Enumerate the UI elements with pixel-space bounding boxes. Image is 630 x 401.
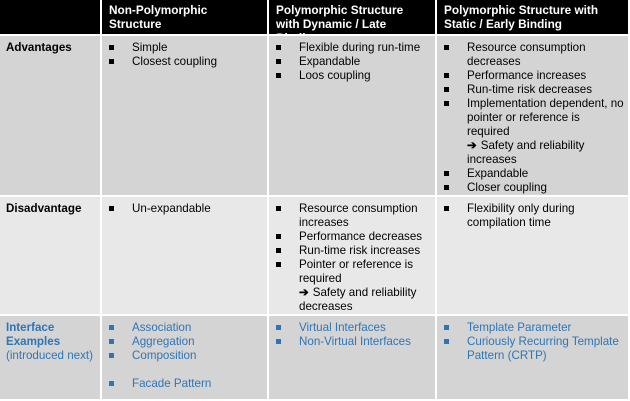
list-item: Virtual Interfaces <box>275 321 431 335</box>
list-item: Closer coupling <box>443 181 624 195</box>
arrow-right-icon: ➔ <box>467 139 477 152</box>
list-item: Un-expandable <box>108 202 263 216</box>
list-item: Flexibility only during compilation time <box>443 202 624 230</box>
list-item: Non-Virtual Interfaces <box>275 335 431 349</box>
row-label-interface-examples <box>0 316 102 401</box>
disadvantage-dynamic <box>269 197 437 316</box>
row-label-interface-sublabel: (introduced next) <box>6 349 93 362</box>
interface-static <box>437 316 630 401</box>
row-label-interface-title: Interface Examples <box>6 321 61 348</box>
list-item: Performance decreases <box>275 230 431 244</box>
list-item: Resource consumption decreases <box>443 41 624 69</box>
list-item: Aggregation <box>108 335 263 349</box>
header-corner <box>0 0 102 36</box>
interface-dynamic <box>269 316 437 401</box>
list-subitem-text: Safety and reliability increases <box>467 139 585 166</box>
list-item: Template Parameter <box>443 321 624 335</box>
list-item: Closest coupling <box>108 55 263 69</box>
header-dynamic-binding: Polymorphic Structure with Dynamic / Late <box>269 0 437 36</box>
interface-non-polymorphic <box>102 316 269 401</box>
arrow-right-icon: ➔ <box>299 286 309 299</box>
list-item: Composition <box>108 349 263 363</box>
list-item: Run-time risk increases <box>275 244 431 258</box>
list-item: Loos coupling <box>275 69 431 83</box>
list-item: Implementation dependent, no pointer or reference is required <box>443 97 624 139</box>
advantages-non-polymorphic <box>102 36 269 197</box>
list-item: Expandable <box>443 167 624 181</box>
advantages-static <box>437 36 630 197</box>
list-item: Run-time risk decreases <box>443 83 624 97</box>
list-subitem-text: Safety and reliability decreases <box>299 286 417 313</box>
advantages-dynamic <box>269 36 437 197</box>
list-subitem <box>275 286 431 314</box>
list-item: Curiously Recurring Template Pattern (CRTP) <box>443 335 624 363</box>
header-static-binding: Polymorphic Structure with Static / Early Binding <box>437 0 630 36</box>
list-item: Expandable <box>275 55 431 69</box>
list-item: Performance increases <box>443 69 624 83</box>
list-item: Simple <box>108 41 263 55</box>
row-label-disadvantage: Disadvantage <box>0 197 102 316</box>
list-item: Flexible during run-time <box>275 41 431 55</box>
list-item: Association <box>108 321 263 335</box>
list-item: Pointer or reference is required <box>275 258 431 286</box>
list-subitem <box>443 139 624 167</box>
disadvantage-non-polymorphic <box>102 197 269 316</box>
row-label-advantages: Advantages <box>0 36 102 197</box>
disadvantage-static <box>437 197 630 316</box>
header-non-polymorphic: Non-Polymorphic Structure <box>102 0 269 36</box>
list-item: Resource consumption increases <box>275 202 431 230</box>
list-item: Facade Pattern <box>108 377 263 391</box>
